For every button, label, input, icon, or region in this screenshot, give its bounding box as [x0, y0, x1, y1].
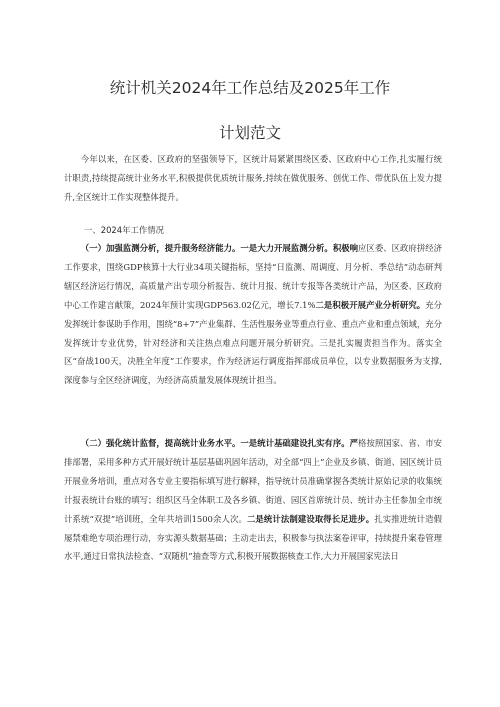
- paragraph-monitoring-analysis: [64, 239, 442, 390]
- paragraph-supervision-body: 格按照国家、省、市安排部署，采用多种方式开展好统计基层基础巩固年活动，对全部“四上”企业及乡镇、街道、园区统计员开展业务培训，重点对各专业主要指标填写进行解释，指导统计员准确掌握各类统计原始记录的收集统计报表统计台账的填写；组织区马全体职工及各乡镇、街道、园区首席统计员、统计办主任参加全市统计系统“双提”培训班，全年共培训1500余人次。: [64, 438, 443, 524]
- paragraph-monitoring-lead: （一）加强监测分析，提升服务经济能力。一是大力开展监测分析。积极响: [80, 243, 359, 253]
- paragraph-legal-lead: 二是统计法制建设取得长足进步。: [246, 513, 375, 524]
- paragraph-supervision-lead: （二）强化统计监督，提高统计业务水平。一是统计基础建设扎实有序。严: [80, 438, 359, 448]
- document-title-line1: 统计机关2024年工作总结及2025年工作: [109, 79, 391, 97]
- paragraph-statistical-supervision: [64, 434, 442, 566]
- paragraph-monitoring-body: 应区委、区政府拼经济工作要求，围绕GDP核算十大行业34项关键指标，坚持“日监测、周调度、月分析、季总结”动态研判辖区经济运行情况，高质量产出专项分析报告、统计月报、统计专报等各类统计产品，为区委、区政府中心工作建言献策，2024年预计实现GDP563.02亿元，增长7.1%: [64, 243, 443, 310]
- paragraph-industry-body: 充分发挥统计参谋助手作用，围绕“8+7”产业集群、生活性服务业等重点行业、重点产业和重点领域，充分发挥统计专业优势，针对经济和关注热点难点问题开展分析研究。三是扎实履责担当作为。落实全区“奋战100天，决胜全年度”工作要求，作为经济运行调度指挥部成员单位，以专业数据服务为支撑,深度参与全区经济调度，为经济高质量发展体现统计担当。: [64, 299, 443, 386]
- paragraph-industry-lead: 二是积极开展产业分析研究。: [315, 299, 426, 310]
- document-title-line2: 计划范文: [218, 124, 281, 142]
- paragraph-legal-body: 扎实推进统计造假屡禁难绝专项治理行动，夯实源头数据基础；主动走出去，积极参与执法案卷评审，持续提升案卷管理水平,通过日常执法检查、“双随机”抽查等方式,积极开展数据核查工作,大力开展国家宪法日: [64, 513, 442, 562]
- section1-heading: 一、2024年工作情况: [84, 225, 164, 235]
- intro-paragraph: 今年以来，在区委、区政府的坚强领导下，区统计局紧紧围绕区委、区政府中心工作,扎实履行统计职责,持续提高统计业务水平,积极提供优质统计服务,持续在做优服务、创优工作、带优队伍上发力提升,全区统计工作实现整体提升。: [64, 154, 442, 202]
